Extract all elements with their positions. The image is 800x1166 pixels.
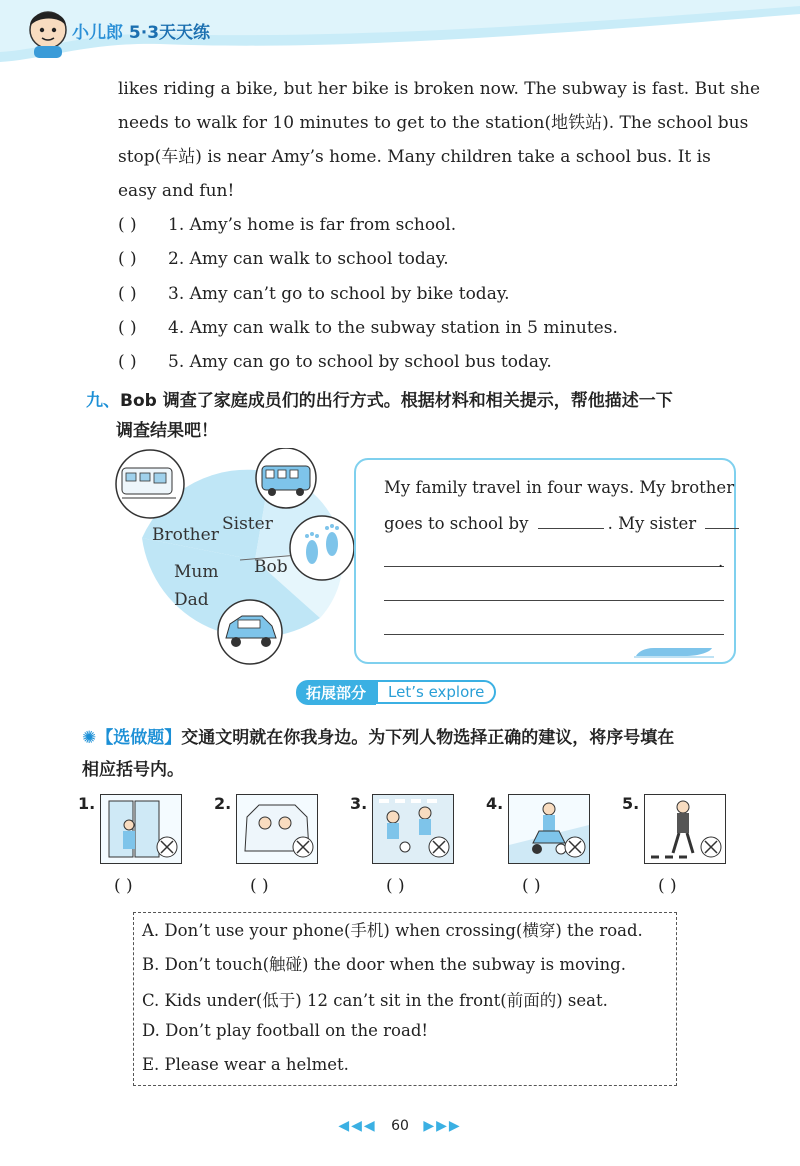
tf-text: 5. Amy can go to school by school bus today. <box>168 352 552 372</box>
picture-number: 3. <box>350 794 368 813</box>
page-footer <box>0 1118 800 1134</box>
label-bob: Bob <box>254 557 288 577</box>
answer-bracket[interactable]: ( ) <box>522 876 541 896</box>
bullet-train-icon <box>634 644 714 658</box>
picture-number: 5. <box>622 794 640 813</box>
bulb-icon: ✺ <box>82 728 97 748</box>
tf-item <box>118 242 449 276</box>
prev-arrows-icon: ◀◀◀ <box>338 1118 377 1134</box>
advice-option-d: D. Don’t play football on the road! <box>142 1021 429 1040</box>
writing-line-1: My family travel in four ways. My brother <box>384 478 735 497</box>
answer-bracket[interactable]: ( ) <box>386 876 405 896</box>
car-icon <box>218 600 282 664</box>
label-dad: Dad <box>174 590 209 610</box>
explore-cn: 拓展部分 <box>296 680 376 705</box>
section-instruction-cont: 调查结果吧！ <box>116 421 218 441</box>
writing-line-2 <box>384 514 739 533</box>
picture-phone-crossing <box>644 794 726 864</box>
tf-text: 3. Amy can’t go to school by bike today. <box>168 284 510 304</box>
page-number: 60 <box>391 1118 409 1134</box>
answer-bracket[interactable]: ( ) <box>118 249 137 269</box>
section-number: 九、 <box>86 391 120 411</box>
writing-line-2-end: . My sister <box>607 514 697 533</box>
picture-number: 2. <box>214 794 232 813</box>
travel-pie-diagram <box>110 448 360 670</box>
picture-number: 1. <box>78 794 96 813</box>
brand-title <box>72 18 210 43</box>
tf-item <box>118 345 552 379</box>
optional-instruction: 交通文明就在你我身边。为下列人物选择正确的建议，将序号填在 <box>181 728 675 748</box>
answer-bracket[interactable]: ( ) <box>114 876 133 896</box>
school-bus-icon <box>256 448 316 508</box>
optional-tag: 【选做题】 <box>96 728 182 748</box>
section-9-heading <box>86 386 766 446</box>
optional-instruction-cont: 相应括号内。 <box>82 760 184 780</box>
blank-transport-brother[interactable] <box>538 528 604 529</box>
answer-bracket[interactable]: ( ) <box>118 318 137 338</box>
label-sister: Sister <box>222 514 273 534</box>
tf-item <box>118 311 618 345</box>
tf-text: 2. Amy can walk to school today. <box>168 249 449 269</box>
writing-line-3-period: . <box>718 552 724 571</box>
tf-item <box>118 208 456 242</box>
writing-blank-line[interactable] <box>384 634 724 635</box>
blank-sister[interactable] <box>705 528 739 529</box>
advice-box <box>133 912 677 1086</box>
explore-en: Let’s explore <box>376 680 496 704</box>
optional-question <box>82 722 762 786</box>
writing-line-2-start: goes to school by <box>384 514 529 533</box>
tf-text: 4. Amy can walk to the subway station in 5 minutes. <box>168 318 618 338</box>
picture-football-road <box>372 794 454 864</box>
answer-bracket[interactable]: ( ) <box>118 215 137 235</box>
passage-line: likes riding a bike, but her bike is broken now. The subway is fast. But she <box>118 79 761 99</box>
explore-banner <box>296 680 496 704</box>
brand-name: 小儿郎 <box>72 23 123 43</box>
advice-option-e: E. Please wear a helmet. <box>142 1055 349 1074</box>
passage-line: needs to walk for 10 minutes to get to the station(地铁站). The school bus <box>118 113 749 133</box>
mascot-icon <box>18 2 76 60</box>
picture-car-front-seat <box>236 794 318 864</box>
passage-line: stop(车站) is near Amy’s home. Many children take a school bus. It is <box>118 147 711 167</box>
label-brother: Brother <box>152 525 219 545</box>
writing-box <box>354 458 736 664</box>
advice-option-b: B. Don’t touch(触碰) the door when the subway is moving. <box>142 955 626 974</box>
picture-subway-door <box>100 794 182 864</box>
next-arrows-icon: ▶▶▶ <box>423 1118 462 1134</box>
footprints-icon <box>290 516 354 580</box>
advice-option-c: C. Kids under(低于) 12 can’t sit in the front(前面的) seat. <box>142 991 608 1010</box>
writing-blank-line[interactable] <box>384 600 724 601</box>
picture-scooter-helmet <box>508 794 590 864</box>
section-instruction: Bob 调查了家庭成员们的出行方式。根据材料和相关提示，帮他描述一下 <box>120 391 673 411</box>
advice-option-a: A. Don’t use your phone(手机) when crossing(横穿) the road. <box>142 921 643 940</box>
brand-series: 5·3天天练 <box>128 23 211 43</box>
picture-number: 4. <box>486 794 504 813</box>
passage-line: easy and fun! <box>118 181 235 201</box>
label-mum: Mum <box>174 562 219 582</box>
writing-blank-line[interactable] <box>384 566 724 567</box>
subway-train-icon <box>116 450 184 518</box>
answer-bracket[interactable]: ( ) <box>118 284 137 304</box>
answer-bracket[interactable]: ( ) <box>118 352 137 372</box>
tf-item <box>118 277 510 311</box>
answer-bracket[interactable]: ( ) <box>250 876 269 896</box>
reading-passage <box>118 72 761 208</box>
tf-text: 1. Amy’s home is far from school. <box>168 215 457 235</box>
answer-bracket[interactable]: ( ) <box>658 876 677 896</box>
